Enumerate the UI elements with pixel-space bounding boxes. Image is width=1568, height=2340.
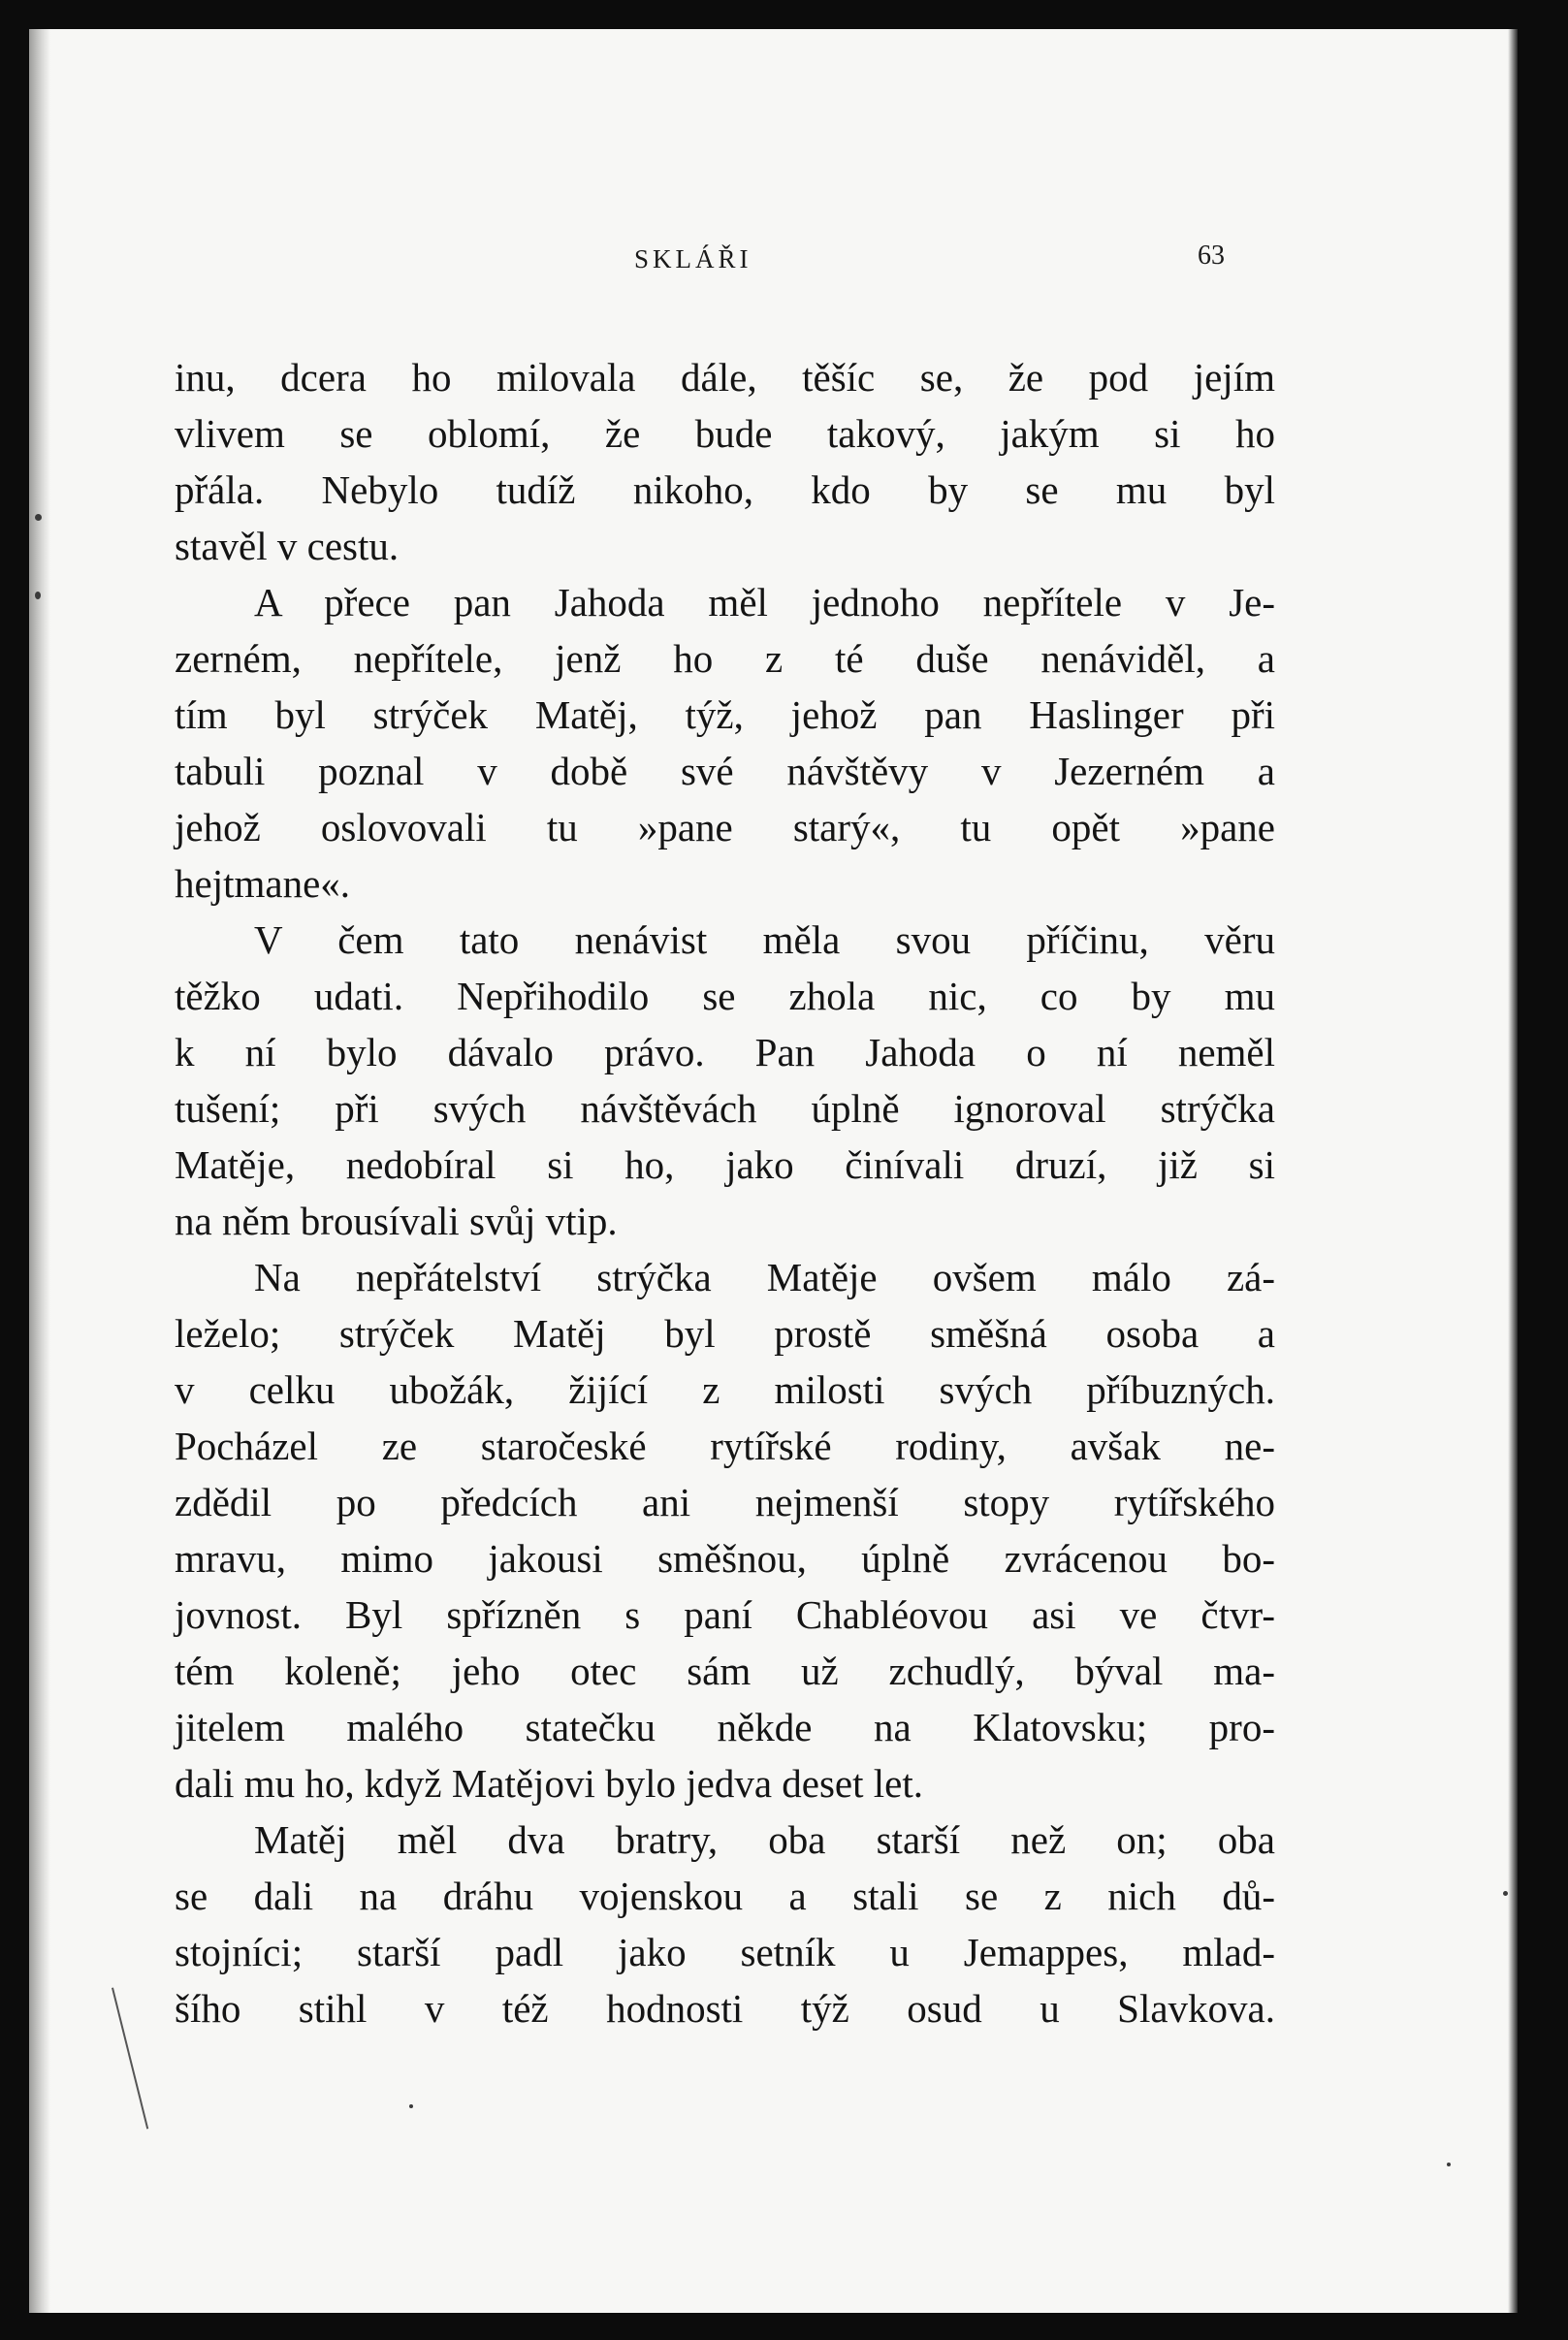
text-line: mravu, mimo jakousi směšnou, úplně zvrácenou bo- — [175, 1536, 1275, 1581]
text-line: Matěj měl dva bratry, oba starší než on; oba — [254, 1817, 1275, 1862]
text-line: tušení; při svých návštěvách úplně ignoroval strýčka — [175, 1086, 1275, 1131]
text-line: jovnost. Byl spřízněn s paní Chabléovou asi ve čtvr- — [175, 1592, 1275, 1637]
text-line: k ní bylo dávalo právo. Pan Jahoda o ní neměl — [175, 1030, 1275, 1074]
text-line: dali mu ho, když Matějovi bylo jedva deset let. — [175, 1761, 923, 1806]
text-line: šího stihl v též hodnosti týž osud u Slavkova. — [175, 1986, 1275, 2031]
page-edge-shadow — [1508, 29, 1518, 2313]
scan-scratch — [112, 1988, 148, 2130]
text-line: zdědil po předcích ani nejmenší stopy rytířského — [175, 1480, 1275, 1524]
text-line: Matěje, nedobíral si ho, jako činívali druzí, již si — [175, 1142, 1275, 1187]
scan-speck — [35, 514, 42, 521]
text-line: inu, dcera ho milovala dále, těšíc se, že pod jejím — [175, 355, 1275, 400]
body-text — [175, 349, 1275, 2036]
page-spine-shadow — [29, 29, 50, 2313]
text-line: leželo; strýček Matěj byl prostě směšná osoba a — [175, 1311, 1275, 1356]
text-line: Na nepřátelství strýčka Matěje ovšem málo zá- — [254, 1255, 1275, 1299]
scan-speck — [1447, 2163, 1451, 2166]
text-line: hejtmane«. — [175, 861, 351, 906]
text-line: na něm brousívali svůj vtip. — [175, 1199, 618, 1243]
text-line: stojníci; starší padl jako setník u Jemappes, mlad- — [175, 1930, 1275, 1974]
page-number: 63 — [1198, 240, 1225, 271]
text-line: V čem tato nenávist měla svou příčinu, věru — [254, 917, 1275, 962]
text-line: tabuli poznal v době své návštěvy v Jezerném a — [175, 749, 1275, 793]
text-line: se dali na dráhu vojenskou a stali se z nich dů- — [175, 1874, 1275, 1918]
text-line: tém koleně; jeho otec sám už zchudlý, býval ma- — [175, 1649, 1275, 1693]
text-line: přála. Nebylo tudíž nikoho, kdo by se mu byl — [175, 467, 1275, 512]
text-line: A přece pan Jahoda měl jednoho nepřítele v Je- — [254, 580, 1275, 625]
text-line: Pocházel ze staročeské rytířské rodiny, avšak ne- — [175, 1424, 1275, 1468]
running-title: SKLÁŘI — [634, 244, 752, 273]
scan-speck — [1503, 1891, 1508, 1896]
text-line: vlivem se oblomí, že bude takový, jakým si ho — [175, 411, 1275, 456]
text-line: jitelem malého statečku někde na Klatovsku; pro- — [175, 1705, 1275, 1749]
text-line: zerném, nepřítele, jenž ho z té duše nenáviděl, a — [175, 636, 1275, 681]
scan-speck — [409, 2104, 413, 2108]
text-line: jehož oslovovali tu »pane starý«, tu opět »pane — [175, 805, 1275, 849]
page-header — [29, 240, 1518, 283]
book-page — [29, 29, 1518, 2313]
text-line: stavěl v cestu. — [175, 524, 400, 568]
text-line: v celku ubožák, žijící z milosti svých příbuzných. — [175, 1367, 1275, 1412]
text-line: těžko udati. Nepřihodilo se zhola nic, co by mu — [175, 974, 1275, 1018]
scan-speck — [35, 592, 41, 599]
text-line: tím byl strýček Matěj, týž, jehož pan Haslinger při — [175, 692, 1275, 737]
